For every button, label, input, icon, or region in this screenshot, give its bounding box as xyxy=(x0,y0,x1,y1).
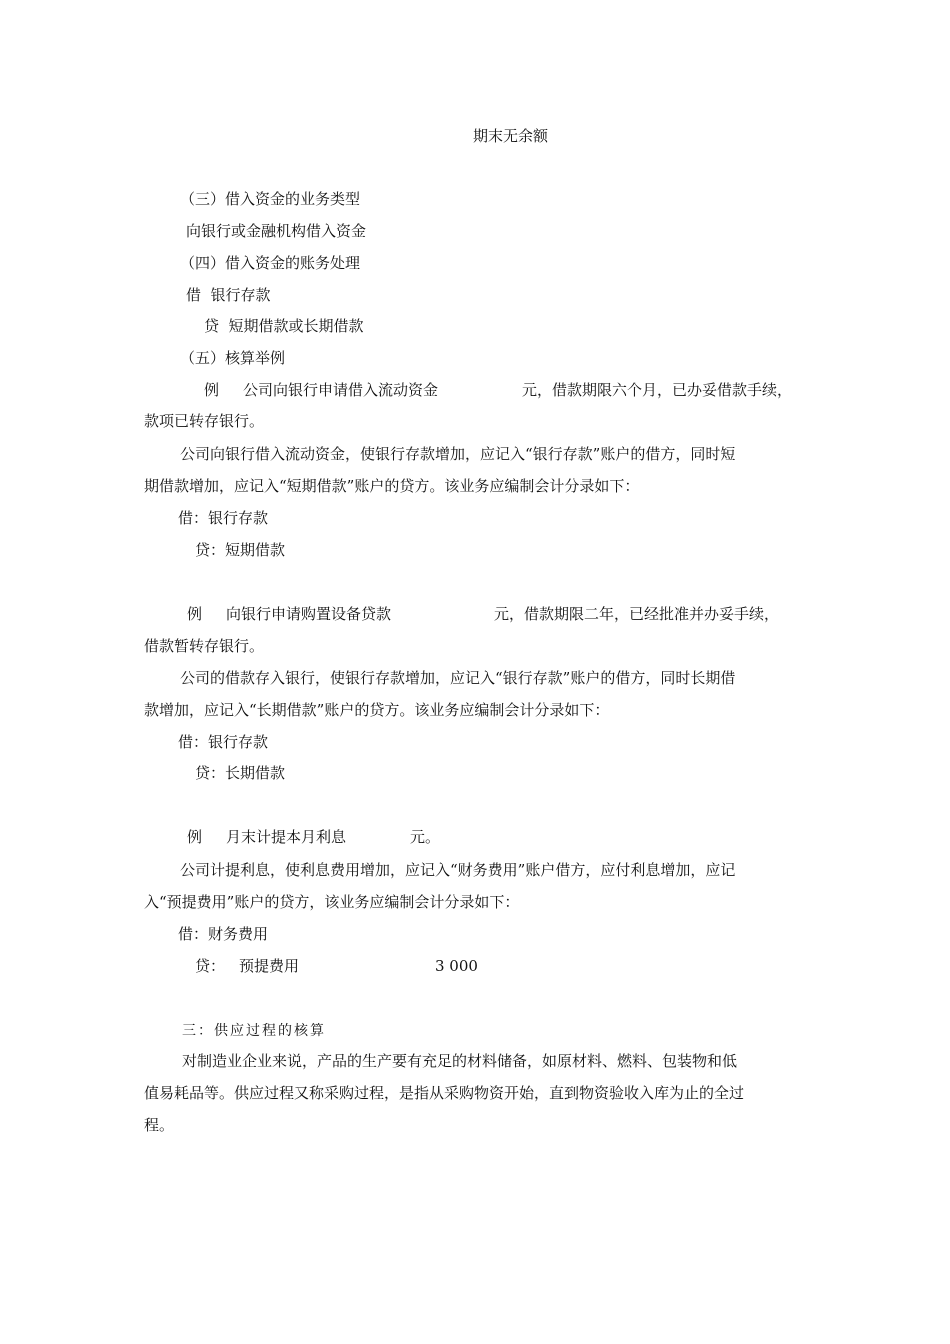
example1-credit: 贷：短期借款 xyxy=(195,541,286,559)
example3-analysis-line1: 公司计提利息，使利息费用增加，应记入“财务费用”账户借方，应付利息增加，应记 xyxy=(180,861,736,879)
section3-title: （三）借入资金的业务类型 xyxy=(180,190,361,208)
example3-text-end: 元。 xyxy=(410,828,441,846)
example2-debit: 借：银行存款 xyxy=(178,733,269,751)
example3-credit-amount: 3 000 xyxy=(435,957,478,975)
example2-label: 例 xyxy=(187,605,203,623)
example2-analysis-line1: 公司的借款存入银行，使银行存款增加，应记入“银行存款”账户的借方，同时长期借 xyxy=(180,669,736,687)
example1-label: 例 xyxy=(204,381,220,399)
section3-body: 向银行或金融机构借入资金 xyxy=(186,222,367,240)
example1-text-end: 元，借款期限六个月，已办妥借款手续， xyxy=(522,381,793,399)
section5-title: （五）核算举例 xyxy=(180,349,286,367)
supply-paragraph-line2: 值易耗品等。供应过程又称采购过程，是指从采购物资开始，直到物资验收入库为止的全过 xyxy=(144,1084,745,1102)
example2-text: 向银行申请购置设备贷款 xyxy=(226,605,392,623)
example3-debit: 借：财务费用 xyxy=(178,925,269,943)
example3-credit-label: 贷： xyxy=(195,957,226,975)
closing-note: 期末无余额 xyxy=(473,127,549,145)
section4-credit: 贷 短期借款或长期借款 xyxy=(204,317,364,335)
example3-text: 月末计提本月利息 xyxy=(226,828,347,846)
example2-analysis-line2: 款增加，应记入“长期借款”账户的贷方。该业务应编制会计分录如下： xyxy=(144,701,610,719)
section4-debit: 借 银行存款 xyxy=(186,286,271,304)
example3-analysis-line2: 入“预提费用”账户的贷方，该业务应编制会计分录如下： xyxy=(144,893,520,911)
example3-label: 例 xyxy=(187,828,203,846)
example1-analysis-line1: 公司向银行借入流动资金，使银行存款增加，应记入“银行存款”账户的借方，同时短 xyxy=(180,445,736,463)
example1-analysis-line2: 期借款增加，应记入“短期借款”账户的贷方。该业务应编制会计分录如下： xyxy=(144,477,640,495)
supply-section-title: 三：供应过程的核算 xyxy=(182,1023,326,1039)
example2-credit: 贷：长期借款 xyxy=(195,764,286,782)
example1-text: 公司向银行申请借入流动资金 xyxy=(243,381,439,399)
example3-credit-account: 预提费用 xyxy=(239,957,300,975)
section4-title: （四）借入资金的账务处理 xyxy=(180,254,361,272)
example2-line2: 借款暂转存银行。 xyxy=(144,637,265,655)
example1-line2: 款项已转存银行。 xyxy=(144,412,265,430)
example2-text-end: 元，借款期限二年，已经批准并办妥手续， xyxy=(494,605,780,623)
supply-paragraph-line1: 对制造业企业来说，产品的生产要有充足的材料储备，如原材料、燃料、包装物和低 xyxy=(182,1052,738,1070)
example1-debit: 借：银行存款 xyxy=(178,509,269,527)
supply-paragraph-line3: 程。 xyxy=(144,1116,175,1134)
